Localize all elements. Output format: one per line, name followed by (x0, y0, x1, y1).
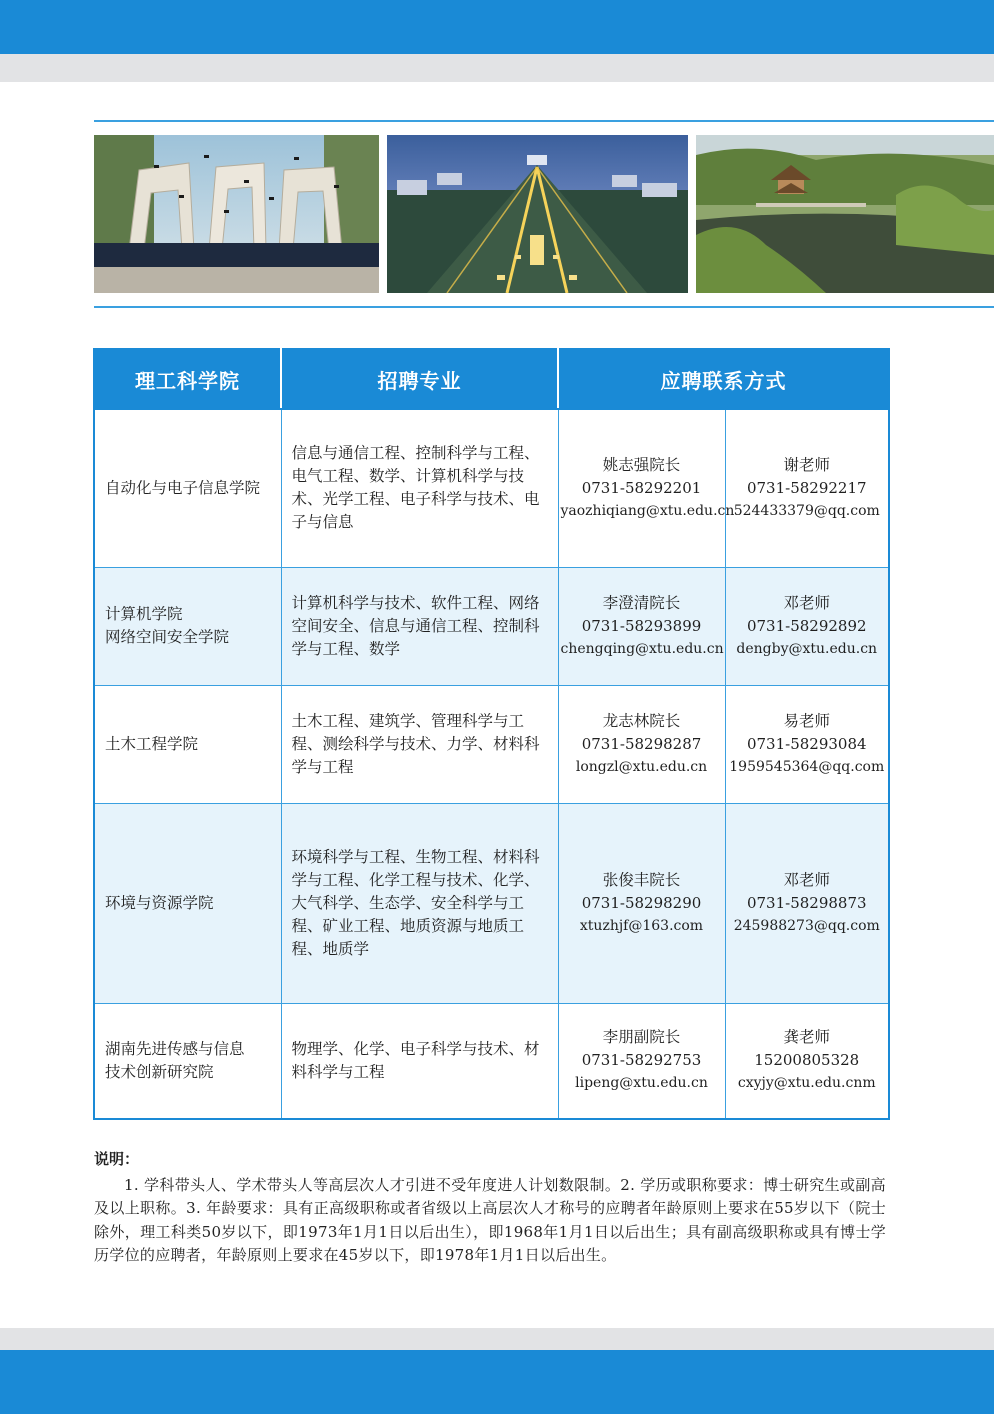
contact-phone: 0731-58292753 (581, 1051, 702, 1070)
contact-phone: 0731-58293084 (746, 734, 867, 753)
top-blue-band (0, 0, 994, 54)
notes-title: 说明： (94, 1150, 140, 1168)
college-name: 自动化与电子信息学院 (105, 478, 261, 497)
table-row (94, 567, 889, 685)
college-name: 计算机学院 (105, 605, 183, 623)
college-cell (94, 409, 281, 567)
contact-email: yaozhiqiang@xtu.edu.cn (560, 502, 735, 519)
majors-line: 物理学、化学、电子科学与技术、材 (291, 1039, 540, 1058)
college-name: 湖南先进传感与信息 (105, 1039, 245, 1058)
header-contact: 应聘联系方式 (558, 349, 889, 409)
contact-email: 245988273@qq.com (733, 917, 880, 934)
college-name: 网络空间安全学院 (105, 628, 230, 646)
contact-email: chengqing@xtu.edu.cn (560, 640, 724, 657)
contact-email: dengby@xtu.edu.cn (736, 640, 878, 657)
majors-line: 学与工程、数学 (291, 639, 401, 658)
bottom-blue-band (0, 1350, 994, 1414)
majors-cell (281, 803, 558, 1003)
notes-section (94, 1148, 886, 1268)
majors-line: 环境科学与工程、生物工程、材料科 (291, 847, 540, 866)
majors-line: 土木工程、建筑学、管理科学与工 (291, 711, 525, 730)
photo-lake-pavilion (696, 135, 994, 293)
header-college: 理工科学院 (94, 349, 281, 409)
notes-body: 1. 学科带头人、学术带头人等高层次人才引进不受年度进人计划数限制。2. 学历或职称要求：博士研究生或副高及以上职称。3. 年龄要求：具有正高级职称或者省级以上高层次人才称号的应聘者年龄原则上要求在55岁以下（院士除外，理工科类50岁以下，即1973年1月1日以后出生），即1968年1月1日以后出生；具有副高级职称或具有博士学历学位的应聘者，年龄原则上要求在45岁以下，即1978年1月1日以后出生。 (94, 1175, 886, 1264)
contact-name: 李朋副院长 (602, 1028, 681, 1047)
photo-strip-bottom-rule (94, 306, 994, 308)
table-header-row (94, 349, 889, 409)
contact-name: 龙志林院长 (602, 711, 681, 730)
contact-email: xtuzhjf@163.com (579, 917, 704, 934)
contact-email: lipeng@xtu.edu.cn (575, 1075, 708, 1092)
contact-name: 谢老师 (783, 455, 830, 474)
staff-contact-cell (725, 685, 889, 803)
photo-strip-top-rule (94, 120, 994, 122)
college-name: 技术创新研究院 (105, 1062, 214, 1081)
majors-line: 子与信息 (291, 513, 354, 532)
staff-contact-cell (725, 409, 889, 567)
dean-contact-cell (558, 409, 735, 567)
photo-graduates-arches (94, 135, 379, 293)
contact-email: longzl@xtu.edu.cn (575, 758, 708, 775)
majors-line: 空间安全、信息与通信工程、控制科 (291, 616, 540, 635)
top-grey-band (0, 54, 994, 82)
contact-phone: 0731-58298290 (581, 893, 702, 912)
college-cell (94, 567, 281, 685)
majors-line: 术、光学工程、电子科学与技术、电 (291, 490, 540, 509)
majors-line: 计算机科学与技术、软件工程、网络 (291, 593, 540, 612)
majors-cell (281, 567, 558, 685)
majors-cell (281, 685, 558, 803)
staff-contact-cell (725, 567, 889, 685)
majors-line: 学与工程 (291, 757, 354, 776)
contact-name: 易老师 (783, 711, 830, 730)
college-cell (94, 685, 281, 803)
college-cell (94, 1003, 281, 1119)
contact-phone: 15200805328 (754, 1051, 860, 1070)
bottom-grey-band (0, 1328, 994, 1350)
contact-phone: 0731-58298287 (581, 734, 702, 753)
contact-email: 1959545364@qq.com (729, 758, 885, 775)
contact-phone: 0731-58292217 (746, 478, 867, 497)
college-cell (94, 803, 281, 1003)
contact-email: cxyjy@xtu.edu.cnm (737, 1075, 876, 1092)
dean-contact-cell (558, 685, 725, 803)
dean-contact-cell (558, 1003, 725, 1119)
majors-line: 学与工程、化学工程与技术、化学、 (291, 870, 540, 889)
college-name: 环境与资源学院 (105, 893, 214, 912)
majors-line: 信息与通信工程、控制科学与工程、 (291, 444, 540, 463)
majors-line: 电气工程、数学、计算机科学与技 (291, 467, 525, 486)
contact-phone: 0731-58293899 (581, 616, 702, 635)
majors-line: 程、矿业工程、地质资源与地质工 (291, 916, 525, 935)
contact-phone: 0731-58292892 (746, 616, 867, 635)
majors-line: 程、测绘科学与技术、力学、材料科 (291, 734, 540, 753)
college-name: 土木工程学院 (105, 734, 199, 753)
table-row (94, 409, 889, 567)
majors-line: 料科学与工程 (291, 1062, 385, 1081)
table-row (94, 1003, 889, 1119)
majors-line: 大气科学、生态学、安全科学与工 (291, 893, 525, 912)
contact-name: 龚老师 (783, 1028, 830, 1047)
majors-line: 程、地质学 (291, 939, 370, 958)
contact-phone: 0731-58298873 (746, 893, 867, 912)
staff-contact-cell (725, 803, 889, 1003)
contact-phone: 0731-58292201 (581, 478, 702, 497)
contact-email: 524433379@qq.com (733, 502, 880, 519)
contact-name: 邓老师 (783, 593, 830, 612)
contact-name: 姚志强院长 (602, 455, 681, 474)
table-row (94, 803, 889, 1003)
dean-contact-cell (558, 803, 725, 1003)
majors-cell (281, 409, 558, 567)
photo-campus-night-aerial (387, 135, 688, 293)
contact-name: 李澄清院长 (602, 593, 681, 612)
majors-cell (281, 1003, 558, 1119)
dean-contact-cell (558, 567, 725, 685)
contact-name: 张俊丰院长 (602, 870, 681, 889)
recruitment-table (93, 348, 890, 1120)
staff-contact-cell (725, 1003, 889, 1119)
table-row (94, 685, 889, 803)
contact-name: 邓老师 (783, 870, 830, 889)
header-majors: 招聘专业 (281, 349, 558, 409)
